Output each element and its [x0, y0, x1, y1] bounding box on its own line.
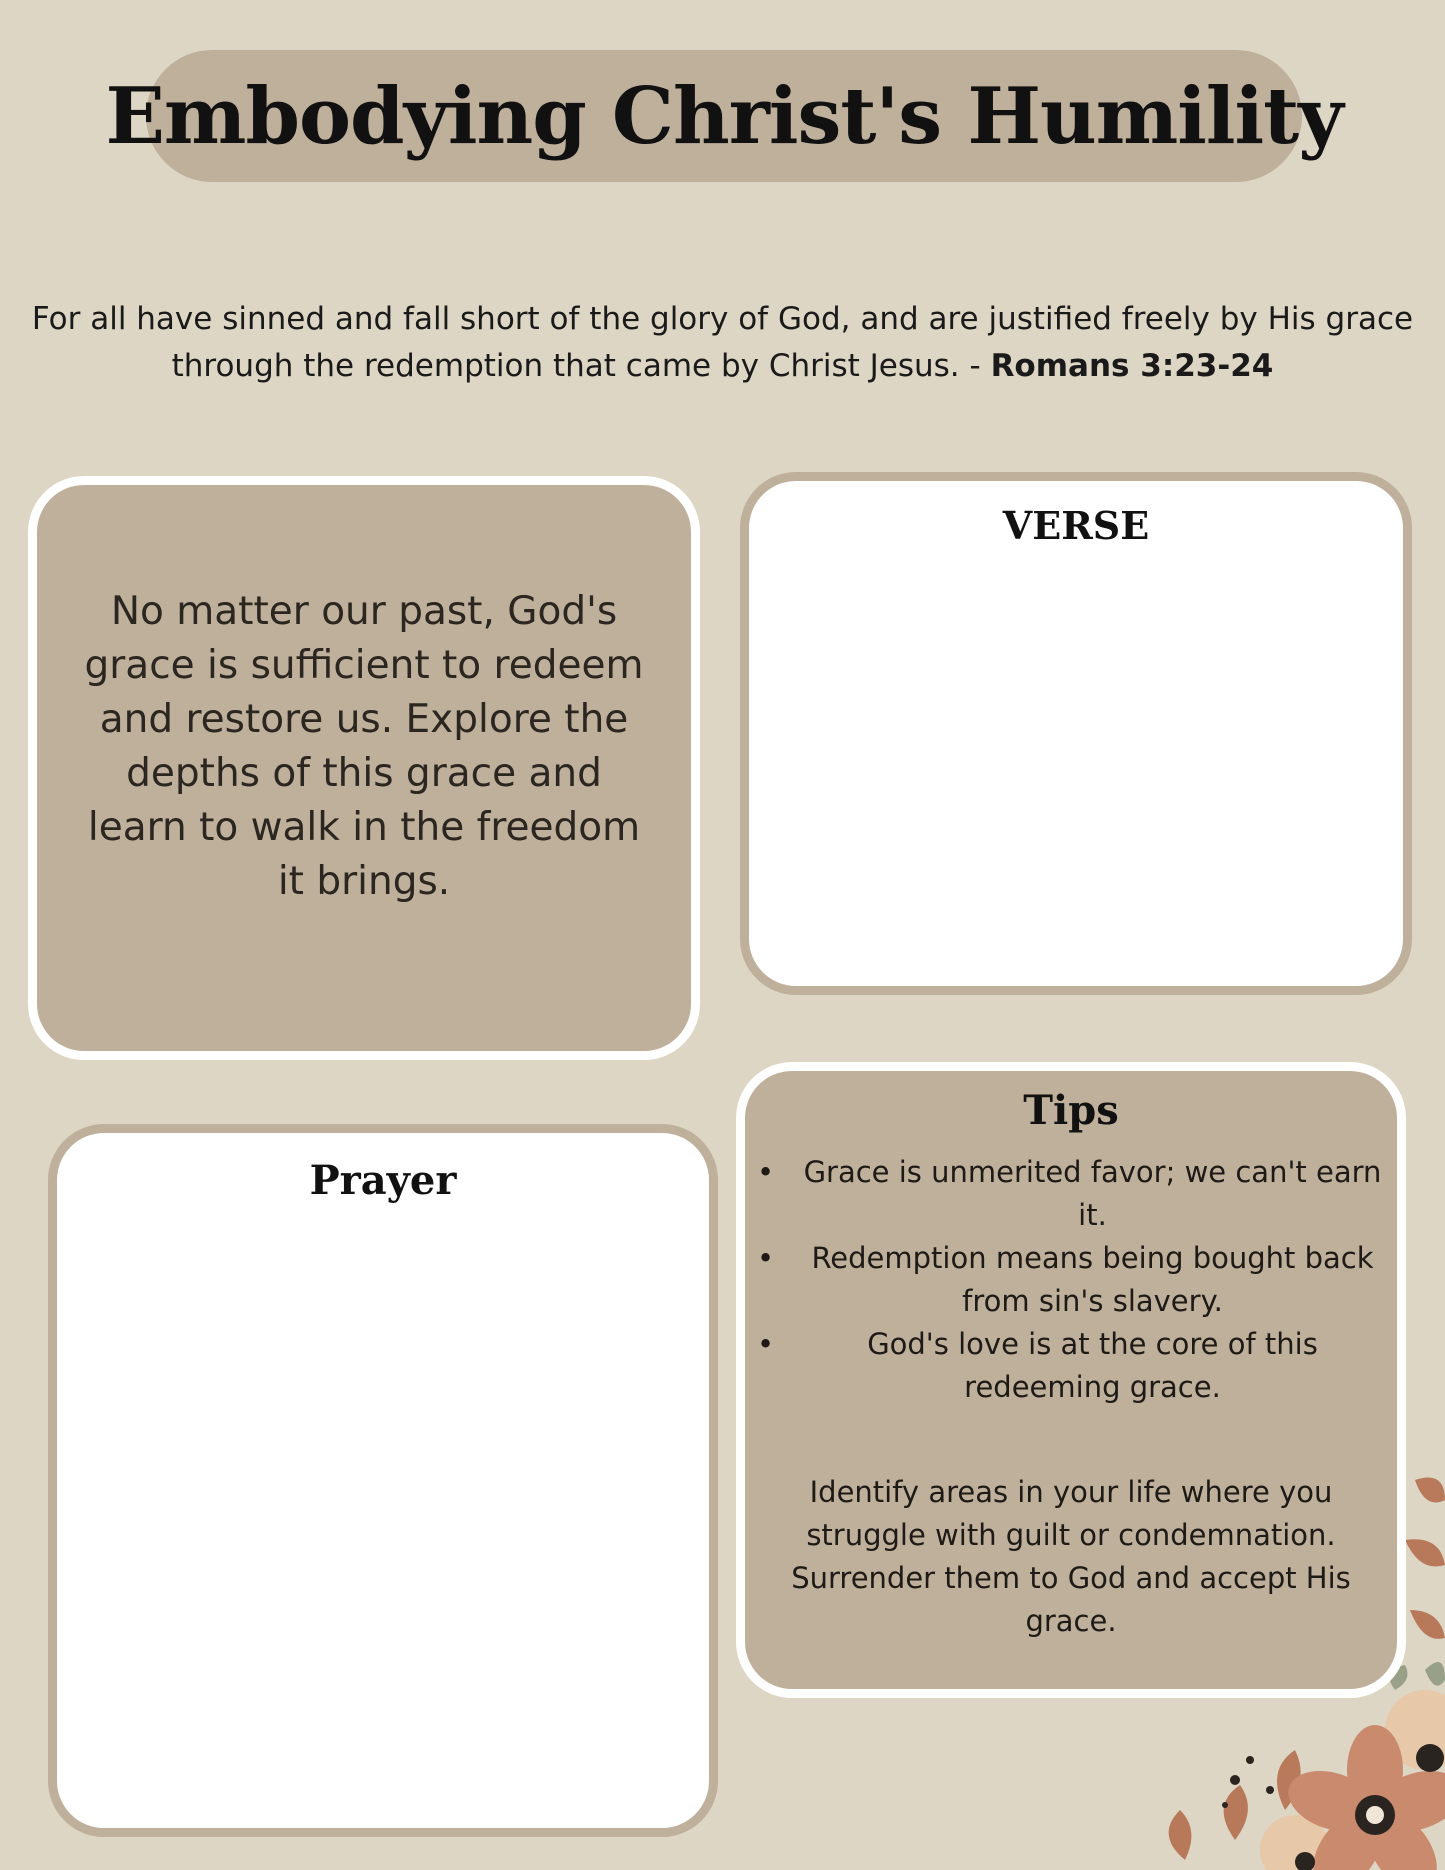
scripture-text: For all have sinned and fall short of the glory of God, and are justified freely by His grace through the redemption that came by Christ Jesus. -: [31, 301, 1414, 384]
list-item: [745, 1237, 1397, 1323]
list-item: [745, 1323, 1397, 1409]
scripture-quote: [20, 296, 1425, 390]
verse-card[interactable]: [740, 472, 1412, 995]
bullet-icon: •: [757, 1241, 775, 1275]
title-banner: [105, 50, 1343, 182]
prayer-card[interactable]: [48, 1124, 718, 1837]
bullet-icon: •: [757, 1155, 775, 1189]
verse-heading: VERSE: [1002, 503, 1150, 548]
page-title: Embodying Christ's Humility: [105, 70, 1343, 162]
intro-card: [28, 476, 700, 1060]
tips-card: [736, 1062, 1406, 1698]
intro-text: No matter our past, God's grace is sufficient to redeem and restore us. Explore the depths of this grace and learn to walk in the freedom it brings.: [84, 589, 644, 904]
tips-heading: Tips: [1023, 1087, 1119, 1134]
tip-text: Grace is unmerited favor; we can't earn it.: [803, 1155, 1382, 1232]
tip-text: Redemption means being bought back from sin's slavery.: [811, 1241, 1374, 1318]
tips-action-text: Identify areas in your life where you struggle with guilt or condemnation. Surrender them to God and accept His grace.: [791, 1475, 1351, 1638]
bullet-icon: •: [757, 1327, 775, 1361]
list-item: [745, 1151, 1397, 1237]
scripture-reference: Romans 3:23-24: [990, 348, 1274, 384]
tip-text: God's love is at the core of this redeeming grace.: [867, 1327, 1318, 1404]
tips-list: [745, 1151, 1397, 1409]
prayer-heading: Prayer: [309, 1157, 457, 1204]
